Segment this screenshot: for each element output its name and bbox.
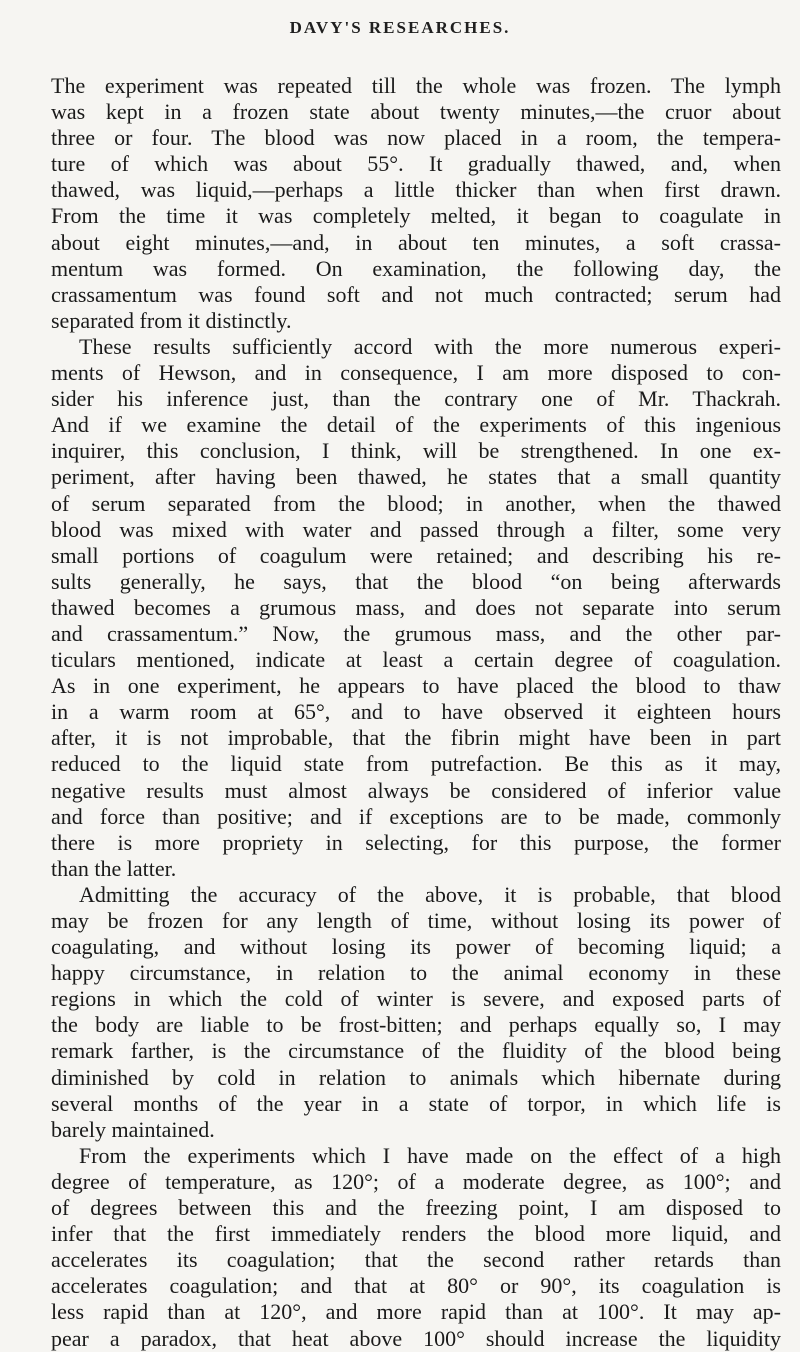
text-line: may be frozen for any length of time, without losing its power of xyxy=(51,908,781,933)
text-line: diminished by cold in relation to animals which hibernate during xyxy=(51,1064,781,1090)
text-line: about eight minutes,—and, in about ten minutes, a soft crassa- xyxy=(51,229,781,255)
text-line: As in one experiment, he appears to have placed the blood to thaw xyxy=(51,673,781,699)
text-line: three or four. The blood was now placed in a room, the tempera- xyxy=(51,125,781,151)
text-line: thawed becomes a grumous mass, and does not separate into serum xyxy=(51,594,781,620)
text-line: From the experiments which I have made on the effect of a high xyxy=(79,1142,781,1168)
text-line: crassamentum was found soft and not much contracted; serum had xyxy=(51,281,781,307)
text-line: accelerates its coagulation; that the second rather retards than xyxy=(51,1247,781,1273)
text-line: inquirer, this conclusion, I think, will be strengthened. In one ex- xyxy=(51,438,781,464)
text-line: ticulars mentioned, indicate at least a certain degree of coagulation. xyxy=(51,647,781,673)
text-line: of degrees between this and the freezing point, I am disposed to xyxy=(51,1195,781,1221)
running-head: DAVY'S RESEARCHES. xyxy=(289,18,511,37)
text-line: than the latter. xyxy=(51,855,177,881)
text-line: degree of temperature, as 120°; of a moderate degree, as 100°; and xyxy=(51,1168,781,1194)
text-line: From the time it was completely melted, it began to coagulate in xyxy=(51,203,781,229)
text-line: accelerates coagulation; and that at 80° or 90°, its coagulation is xyxy=(51,1273,781,1299)
text-line: ments of Hewson, and in consequence, I am more disposed to con- xyxy=(51,360,781,386)
text-line: And if we examine the detail of the experiments of this ingenious xyxy=(51,412,781,438)
text-line: thawed, was liquid,—perhaps a little thicker than when first drawn. xyxy=(51,177,781,203)
text-line: sider his inference just, than the contrary one of Mr. Thackrah. xyxy=(51,386,781,412)
text-line: negative results must almost always be considered of inferior value xyxy=(51,777,781,803)
text-line: pear a paradox, that heat above 100° should increase the liquidity xyxy=(51,1325,781,1351)
text-line: barely maintained. xyxy=(51,1116,215,1142)
text-line: and crassamentum.” Now, the grumous mass, and the other par- xyxy=(51,620,781,646)
paragraph-2 xyxy=(51,334,781,882)
text-line: mentum was formed. On examination, the following day, the xyxy=(51,255,781,281)
text-line: These results sufficiently accord with the more numerous experi- xyxy=(79,333,781,359)
text-line: the body are liable to be frost-bitten; and perhaps equally so, I may xyxy=(51,1012,781,1038)
body-text xyxy=(51,73,781,1352)
text-line: of serum separated from the blood; in another, when the thawed xyxy=(51,490,781,516)
text-line: less rapid than at 120°, and more rapid than at 100°. It may ap- xyxy=(51,1299,781,1325)
text-line: periment, after having been thawed, he states that a small quantity xyxy=(51,464,781,490)
text-line: and force than positive; and if exceptions are to be made, commonly xyxy=(51,803,781,829)
paragraph-1 xyxy=(51,73,781,334)
text-line: several months of the year in a state of torpor, in which life is xyxy=(51,1090,781,1116)
text-line: coagulating, and without losing its power of becoming liquid; a xyxy=(51,934,781,960)
text-line: blood was mixed with water and passed through a filter, some very xyxy=(51,516,781,542)
paragraph-3 xyxy=(51,882,781,1143)
text-line: regions in which the cold of winter is severe, and exposed parts of xyxy=(51,986,781,1012)
paragraph-4 xyxy=(51,1143,781,1352)
text-line: ture of which was about 55°. It gradually thawed, and, when xyxy=(51,151,781,177)
text-line: remark farther, is the circumstance of the fluidity of the blood being xyxy=(51,1038,781,1064)
text-line: after, it is not improbable, that the fibrin might have been in part xyxy=(51,725,781,751)
text-line: small portions of coagulum were retained; and describing his re- xyxy=(51,542,781,568)
text-line: Admitting the accuracy of the above, it is probable, that blood xyxy=(79,881,781,907)
text-line: in a warm room at 65°, and to have observed it eighteen hours xyxy=(51,699,781,725)
text-line: sults generally, he says, that the blood “on being afterwards xyxy=(51,568,781,594)
text-line: separated from it distinctly. xyxy=(51,307,292,333)
text-line: The experiment was repeated till the whole was frozen. The lymph xyxy=(51,73,781,98)
text-line: happy circumstance, in relation to the animal economy in these xyxy=(51,960,781,986)
text-line: infer that the first immediately renders the blood more liquid, and xyxy=(51,1221,781,1247)
text-line: reduced to the liquid state from putrefaction. Be this as it may, xyxy=(51,751,781,777)
text-line: there is more propriety in selecting, for this purpose, the former xyxy=(51,829,781,855)
text-line: was kept in a frozen state about twenty minutes,—the cruor about xyxy=(51,99,781,125)
